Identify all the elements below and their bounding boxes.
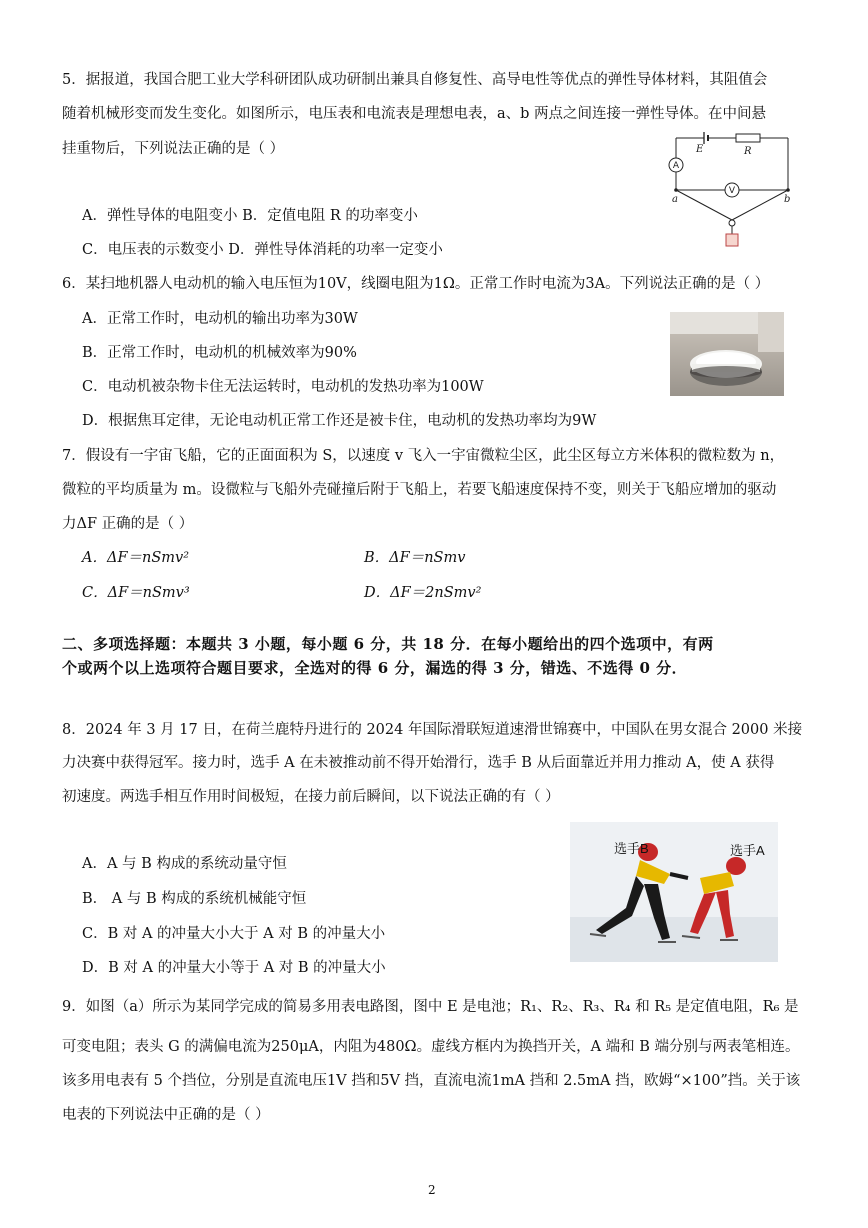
page-number: 2: [428, 1183, 436, 1197]
q8-stem-line-3: 初速度。两选手相互作用时间极短，在接力前后瞬间，以下说法正确的有（ ）: [62, 789, 560, 805]
voltmeter-label: V: [728, 186, 736, 196]
q7-stem-line-2: 微粒的平均质量为 m。设微粒与飞船外壳碰撞后附于飞船上，若要飞船速度保持不变，则关于飞船应增加的驱动: [62, 482, 777, 498]
q9-stem-line-4: 电表的下列说法中正确的是（ ）: [62, 1107, 270, 1123]
q8-stem-line-2: 力决赛中获得冠军。接力时，选手 A 在未被推动前不得开始滑行，选手 B 从后面靠近并用力推动 A，使 A 获得: [62, 755, 775, 771]
q5-stem-line-1: 5．据报道，我国合肥工业大学科研团队成功研制出兼具自修复性、高导电性等优点的弹性导体材料，其阻值会: [62, 72, 768, 88]
point-a-label: a: [672, 194, 678, 205]
speed-skating-photo: [570, 822, 778, 962]
q7-option-d: D．ΔF＝2nSmv²: [364, 585, 482, 601]
q6-stem: 6．某扫地机器人电动机的输入电压恒为10V，线圈电阻为1Ω。正常工作时电流为3A。下列说法正确的是（ ）: [62, 276, 770, 292]
skater-a-label: 选手A: [730, 843, 765, 858]
q7-stem-line-1: 7．假设有一宇宙飞船，它的正面面积为 S，以速度 v 飞入一宇宙微粒尘区，此尘区每立方米体积的微粒数为 n，: [62, 448, 785, 464]
q9-stem-line-2: 可变电阻；表头 G 的满偏电流为250μA，内阻为480Ω。虚线方框内为换挡开关，A 端和 B 端分别与两表笔相连。: [62, 1039, 800, 1055]
q6-option-d: D．根据焦耳定律，无论电动机正常工作还是被卡住，电动机的发热功率均为9W: [82, 413, 597, 429]
q7-option-c: C．ΔF＝nSmv³: [82, 585, 190, 601]
q9-stem-line-1: 9．如图（a）所示为某同学完成的简易多用表电路图，图中 E 是电池；R₁、R₂、R₃、R₄ 和 R₅ 是定值电阻，R₆ 是: [62, 999, 799, 1015]
battery-label: E: [696, 144, 704, 155]
robot-vacuum-photo: [670, 312, 784, 396]
resistor-label: R: [744, 146, 752, 157]
skater-b-label: 选手B: [614, 841, 649, 856]
q8-option-b: B． A 与 B 构成的系统机械能守恒: [82, 891, 307, 907]
q8-option-c: C．B 对 A 的冲量大小大于 A 对 B 的冲量大小: [82, 926, 386, 942]
q6-option-c: C．电动机被杂物卡住无法运转时，电动机的发热功率为100W: [82, 379, 484, 395]
q5-stem-line-3: 挂重物后，下列说法正确的是（ ）: [62, 141, 285, 157]
point-b-label: b: [784, 194, 791, 205]
q6-option-b: B．正常工作时，电动机的机械效率为90%: [82, 345, 357, 361]
q6-option-a: A．正常工作时，电动机的输出功率为30W: [82, 311, 358, 327]
q7-option-a: A．ΔF＝nSmv²: [82, 550, 190, 566]
q9-stem-line-3: 该多用电表有 5 个挡位，分别是直流电压1V 挡和5V 挡，直流电流1mA 挡和 2.5mA 挡，欧姆“×100”挡。关于该: [62, 1073, 801, 1089]
ammeter-label: A: [672, 161, 680, 171]
q8-option-d: D．B 对 A 的冲量大小等于 A 对 B 的冲量大小: [82, 960, 386, 976]
q5-stem-line-2: 随着机械形变而发生变化。如图所示，电压表和电流表是理想电表，a、b 两点之间连接一弹性导体。在中间悬: [62, 106, 767, 122]
q5-options-ab: A．弹性导体的电阻变小 B．定值电阻 R 的功率变小: [82, 208, 418, 224]
q7-stem-line-3: 力ΔF 正确的是（ ）: [62, 516, 194, 532]
q8-stem-line-1: 8．2024 年 3 月 17 日，在荷兰鹿特丹进行的 2024 年国际滑联短道速滑世锦赛中，中国队在男女混合 2000 米接: [62, 722, 803, 738]
q5-options-cd: C．电压表的示数变小 D．弹性导体消耗的功率一定变小: [82, 242, 443, 258]
section-2-heading-line-2: 个或两个以上选项符合题目要求，全选对的得 6 分，漏选的得 3 分，错选、不选得 0 分．: [62, 659, 688, 677]
q5-circuit-diagram: [664, 128, 798, 256]
section-2-heading-line-1: 二、多项选择题：本题共 3 小题，每小题 6 分，共 18 分．在每小题给出的四个选项中，有两: [62, 635, 714, 653]
q8-option-a: A．A 与 B 构成的系统动量守恒: [82, 856, 287, 872]
q7-option-b: B．ΔF＝nSmv: [364, 550, 466, 566]
